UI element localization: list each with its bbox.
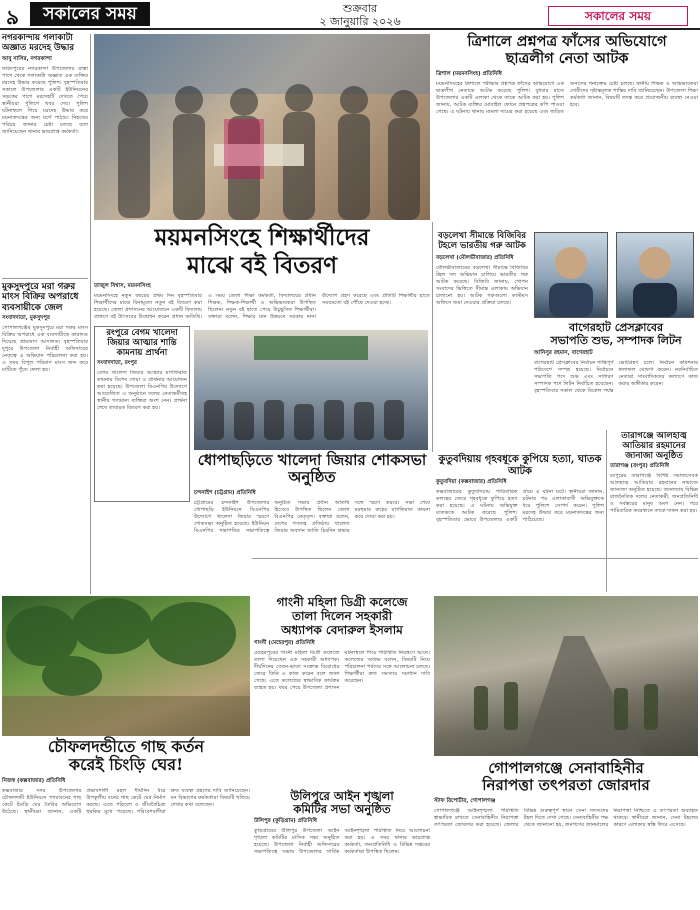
headline-line-3: অধ্যাপক বেদারুল ইসলাম [281,622,403,637]
byline: স্টাফ রিপোর্টার, গোপালগঞ্জ [434,797,496,804]
column-divider [606,430,607,592]
byline: উলিপুর (কুড়িগ্রাম) প্রতিনিধি [254,818,318,825]
tree-photo-icon [2,596,250,736]
headline: মুকসুদপুরে মরা গরুর মাংস বিক্রির অপরাধে ব্যবসায়ীকে জেল [2,282,79,313]
story-bagerhat [534,322,698,434]
page-number: ৯ [6,5,19,29]
headline-line-2: মাঝে বই বিতরণ [186,251,338,279]
story-body: মৌলভীবাজারের বড়লেখা সীমান্তে বিজিবির টহল দল অভিযান চালিয়ে ভারতীয় গরু আটক করেছে। বিজিবি জানায়, গোপন সংবাদের ভিত্তিতে সীমান্ত এলাকায় অভিযান চালানো হয়। আটক গরুগুলো কাস্টমস অফিসে জমা দেওয়ার প্রক্রিয়া চলছে। [436,264,528,306]
byline: আবু নাসির, নগরকান্দা [2,55,52,62]
column-divider [90,34,91,594]
story-body: কক্সবাজার সদর উপজেলার চৌফলদন্ডী ইউনিয়নে প্যারাবনের গাছ কেটে চিংড়ি ঘের তৈরির অভিযোগ উঠেছে। স্থানীয়রা জানান, একটি প্রভাবশালী মহল দীর্ঘদিন ধরে উপকূলীয় বনের গাছ কেটে ঘের নির্মাণ করছে। এতে পরিবেশ ও জীববৈচিত্র্য হুমকির মুখে পড়েছে। পরিবেশবাদীরা দ্রুত ব্যবস্থা গ্রহণের দাবি জানিয়েছেন। বন বিভাগের কর্মকর্তারা বিষয়টি খতিয়ে দেখার কথা বলেছেন। [2,787,250,815]
story-college [254,596,430,802]
headline-line-1: বাগেরহাট প্রেসক্লাবের [568,321,664,334]
headline [436,34,698,67]
byline: বড়লেখা (মৌলভীবাজার) প্রতিনিধি [436,254,514,261]
byline: তাজুল বিশ্বাস, ময়মনসিংহ [94,283,151,290]
headline [534,322,698,347]
story-body: কুড়িগ্রামের উলিপুর উপজেলা আইন শৃঙ্খলা কমিটির মাসিক সভা অনুষ্ঠিত হয়েছে। উপজেলা নির্বাহী অফিসারের সভাপতিত্বে সভায় উপজেলার সার্বিক আইনশৃঙ্খলা পরিস্থিতি নিয়ে আলোচনা করা হয়। এ সময় থানার ভারপ্রাপ্ত কর্মকর্তা, জনপ্রতিনিধি ও বিভিন্ন দপ্তরের কর্মকর্তারা উপস্থিত ছিলেন। [254,828,430,856]
headline [254,790,430,816]
headline [2,738,250,775]
story-tree [2,738,250,880]
story-body: গোপালগঞ্জে আইনশৃঙ্খলা পরিস্থিতি স্বাভাবিক রাখতে সেনাবাহিনীর নিরাপত্তা তৎপরতা জোরদার করা হয়েছে। জেলার বিভিন্ন গুরুত্বপূর্ণ স্থানে সেনা সদস্যদের টহল দিতে দেখা গেছে। সেনাবাহিনীর পক্ষ থেকে জানানো হয়, জনগণের জানমালের নিরাপত্তা নিশ্চিতে এ তৎপরতা অব্যাহত থাকবে। স্থানীয়রা জানান, সেনা টহলের কারণে এলাকায় স্বস্তি ফিরে এসেছে। [434,807,698,828]
headline [94,224,430,279]
story-left-1 [2,34,88,271]
column-divider [432,222,433,452]
story-body: কক্সবাজারের কুতুবদিয়ায় পারিবারিক কলহের জেরে গৃহবধূকে কুপিয়ে হত্যা করা হয়েছে। এ ঘটনায় অভিযুক্ত ঘাতককে আটক করেছে পুলিশ। বৃহস্পতিবার ভোরে উপজেলার একটি গ্রামে এ ঘটনা ঘটে। স্থানীয়রা জানান, ঘটনার পর এলাকাবাসী অভিযুক্তকে ধরে পুলিশে সোপর্দ করেন। পুলিশ মরদেহ উদ্ধার করে ময়নাতদন্তের জন্য পাঠিয়েছে। [436,489,604,523]
headline-line-1: ময়মনসিংহে শিক্ষার্থীদের [154,224,370,251]
dateline [240,2,480,28]
headline-line-2: সভাপতি শুভ, সম্পাদক লিটন [550,333,682,347]
headline [434,760,698,795]
masthead-logo: সকালের সময় [30,2,150,26]
headline-line-1: ত্রিশালে প্রশ্নপত্র ফাঁসের অভিযোগে [467,33,667,50]
story-body: চট্টগ্রামের চন্দনাইশ উপজেলার ধোপাছড়ি ইউনিয়নে বিএনপির উদ্যোগে খালেদা জিয়ার স্মরণে শোকসভা অনুষ্ঠিত হয়েছে। ইউনিয়ন বিএনপির সভাপতির সভাপতিত্বে অনুষ্ঠিত সভায় প্রধান অতিথি হিসেবে উপস্থিত ছিলেন জেলা বিএনপির নেতৃবৃন্দ। বক্তারা বলেন, দেশের গণতন্ত্র প্রতিষ্ঠায় খালেদা জিয়ার অবদান জাতি চিরদিন শ্রদ্ধার সঙ্গে স্মরণ করবে। সভা শেষে মরহুমার রুহের মাগফিরাত কামনা করে দোয়া করা হয়। [194,499,430,534]
headline-line-2: ছাত্রলীগ নেতা আটক [505,49,629,67]
story-body: ময়মনসিংহের ত্রিশালে পরীক্ষার প্রশ্নপত্র ফাঁসের অভিযোগে এক ছাত্রলীগ নেতাকে আটক করেছে পুলিশ। বুধবার রাতে উপজেলার একটি এলাকা থেকে তাকে আটক করা হয়। পুলিশ জানায়, আটক ব্যক্তির মোবাইল ফোনে প্রশ্নপত্রের কপি পাওয়া গেছে। এ ঘটনায় থানায় মামলা দায়ের করা হয়েছে এবং জড়িত অন্যদের শনাক্তের চেষ্টা চলছে। স্থানীয় শিক্ষক ও অভিভাবকরা দোষীদের দৃষ্টান্তমূলক শাস্তির দাবি জানিয়েছেন। উপজেলা শিক্ষা কর্মকর্তা জানান, বিষয়টি তদন্ত করে প্রয়োজনীয় ব্যবস্থা নেওয়া হবে। [436,81,698,116]
group-photo-icon [94,34,430,220]
story-kutubdia [436,454,604,581]
headline [254,596,430,637]
byline: ত্রিশাল (ময়মনসিংহ) প্রতিনিধি [436,71,502,78]
story-gopalganj [434,760,698,868]
story-body: রংপুরের তারাগঞ্জে বিশিষ্ট সমাজসেবক আলহাজ্ব আতিয়ার রহমানের নামাজে জানাজা অনুষ্ঠিত হয়েছে। জানাজায় বিভিন্ন রাজনৈতিক দলের নেতাকর্মী, জনপ্রতিনিধি ও সর্বস্তরের মানুষ অংশ নেন। পরে পারিবারিক কবরস্থানে তাকে দাফন করা হয়। [610,473,698,515]
headline-line-1: উলিপুরে আইন শৃঙ্খলা [290,789,394,803]
story-body: ফরিদপুরের নগরকান্দা উপজেলায় রাস্তা পাশে থেকে গলাকাটা অজ্ঞাত এক ব্যক্তির মরদেহ উদ্ধার করেছে পুলিশ। বৃহস্পতিবার সকালে উপজেলার একটি ইউনিয়নের সড়কের পাশে মরদেহটি দেখতে পেয়ে স্থানীয়রা পুলিশে খবর দেয়। পুলিশ ঘটনাস্থলে গিয়ে মরদেহ উদ্ধার করে ময়নাতদন্তের জন্য মর্গে পাঠায়। নিহতের পরিচয় জানার চেষ্টা চলছে বলে জানিয়েছেন থানার ভারপ্রাপ্ত কর্মকর্তা। [2,65,88,135]
headline-line-1: গাংনী মহিলা ডিগ্রী কলেজে [276,595,408,609]
byline: নিজস্ব (কক্সবাজার) প্রতিনিধি [2,777,66,784]
divider [252,558,698,559]
date: ২ জানুয়ারি ২০২৬ [319,15,401,28]
headline-line-2: কমিটির সভা অনুষ্ঠিত [293,802,391,817]
portrait-icon [534,232,608,318]
story-ulipur [254,790,430,900]
byline: গাংনী (মেহেরপুর) প্রতিনিধি [254,640,315,647]
masthead-right: সকালের সময় [548,6,688,26]
story-body: গোপালগঞ্জের মুকসুদপুরে মরা গরুর মাংস বিক্রির অপরাধে এক ব্যবসায়ীকে কারাদণ্ড দিয়েছে ভ্রাম্যমাণ আদালত। বৃহস্পতিবার দুপুরে উপজেলা নির্বাহী অফিসারের নেতৃত্বে এ অভিযান পরিচালনা করা হয়। এ সময় বিপুল পরিমাণ মাংস জব্দ করে মাটিতে পুঁতে ফেলা হয়। [2,325,88,374]
byline: সংবাদদাতা, মুকসুদপুর [2,315,50,322]
headline-line-1: গোপালগঞ্জে সেনাবাহিনীর [488,759,644,777]
byline: তারাগঞ্জ (রংপুর) প্রতিনিধি [610,463,669,470]
story-body: ময়মনসিংহে নতুন বছরের প্রথম দিন বৃহস্পতিবার শিক্ষার্থীদের মাঝে বিনামূল্যে নতুন বই বিতরণ করা হয়েছে। জেলা প্রশাসনের আয়োজনে একটি বিদ্যালয় প্রাঙ্গণে বই উৎসবের উদ্বোধন করেন প্রধান অতিথি। এ সময় জেলা শিক্ষা কর্মকর্তা, বিদ্যালয়ের প্রধান শিক্ষক, শিক্ষক-শিক্ষার্থী ও অভিভাবকরা উপস্থিত ছিলেন। নতুন বই হাতে পেয়ে উচ্ছ্বসিত শিক্ষার্থীরা। বক্তারা বলেন, শিক্ষার মান উন্নয়নে সরকার নানা উদ্যোগ গ্রহণ করেছে এবং প্রতিটি শিক্ষার্থীর হাতে সময়মতো বই পৌঁছে দেওয়া হচ্ছে। [94,293,430,321]
byline: চন্দনাইশ (চট্টগ্রাম) প্রতিনিধি [194,489,256,496]
army-patrol-photo-icon [434,596,698,756]
byline: সংবাদদাতা, রংপুর [97,360,137,367]
story-taragunj [610,432,698,583]
story-prayer [94,326,190,502]
headline: তারাগঞ্জে আলহাজ্ব আতিয়ার রহমানের জানাজা অনুষ্ঠিত [621,431,687,461]
story-left-2 [2,282,88,540]
story-top-right [436,34,698,221]
headline: বড়লেখা সীমান্তে বিজিবির টহলে ভারতীয় গরু আটক [437,231,527,251]
headline: নগরকান্দায় গলাকাটা অজ্ঞাত মরদেহ উদ্ধার [2,33,74,53]
portrait-icon [616,232,694,318]
story-body: বেগম খালেদা জিয়ার আত্মার মাগফিরাত কামনায় বিশেষ দোয়া ও প্রার্থনার আয়োজন করা হয়েছে। উপজেলা বিএনপির উদ্যোগে আয়োজিত এ অনুষ্ঠানে দলের নেতাকর্মীসহ স্থানীয় গণ্যমান্য ব্যক্তিরা অংশ নেন। প্রার্থনা শেষে তাবারক বিতরণ করা হয়। [97,370,187,412]
headline-line-1: চৌফলদন্ডীতে গাছ কর্তন [47,737,205,756]
weekday: শুক্রবার [342,2,378,15]
story-border [436,232,528,433]
divider [2,278,88,279]
headline: কুতুবদিয়ায় গৃহবধূকে কুপিয়ে হত্যা, ঘাতক আটক [438,454,602,477]
event-photo-icon [194,330,428,450]
headline-line-2: করেই চিংড়ি ঘের! [68,755,184,775]
headline: ধোপাছড়িতে খালেদা জিয়ার শোকসভা অনুষ্ঠিত [197,451,427,487]
headline-line-2: তালা দিলেন সহকারী [291,608,393,623]
byline: আনিসুর রহমান, বাগেরহাট [534,350,593,357]
story-body: মেহেরপুরের গাংনী মহিলা ডিগ্রী কলেজে তালা দিয়েছেন এক সহকারী অধ্যাপক। দীর্ঘদিনের বেতন-ভাতা সংক্রান্ত বিরোধের জেরে তিনি এ কাজ করেন বলে জানা গেছে। এতে কলেজের স্বাভাবিক কার্যক্রম ব্যাহত হয়। খবর পেয়ে উপজেলা প্রশাসন ঘটনাস্থলে গিয়ে পরিস্থিতি নিয়ন্ত্রণে আনে। কলেজের অধ্যক্ষ বলেন, বিষয়টি নিয়ে পরিচালনা পর্ষদের সঙ্গে আলোচনা চলছে। শিক্ষার্থীরা দ্রুত সমস্যার সমাধান দাবি করেছেন। [254,650,430,692]
byline: কুতুবদিয়া (কক্সবাজার) প্রতিনিধি [436,479,507,485]
headline: রংপুরে বেগম খালেদা জিয়ার আত্মার শান্তি কামনায় প্রার্থনা [106,328,178,358]
headline-line-2: নিরাপত্তা তৎপরতা জোরদার [482,776,650,795]
story-body: বাগেরহাট প্রেসক্লাবের নির্বাচন শান্তিপূর্ণ পরিবেশে সম্পন্ন হয়েছে। নির্বাচনে সভাপতি পদে শুভ এবং সাধারণ সম্পাদক পদে লিটন নির্বাচিত হয়েছেন। বৃহস্পতিবার সকাল থেকে বিকেল পর্যন্ত ভোটগ্রহণ চলে। নির্বাচন কমিশনার ফলাফল ঘোষণা করেন। নবনির্বাচিত নেতারা সাংবাদিকদের কল্যাণে কাজ করার অঙ্গীকার করেন। [534,360,698,395]
story-condolence [194,452,430,558]
